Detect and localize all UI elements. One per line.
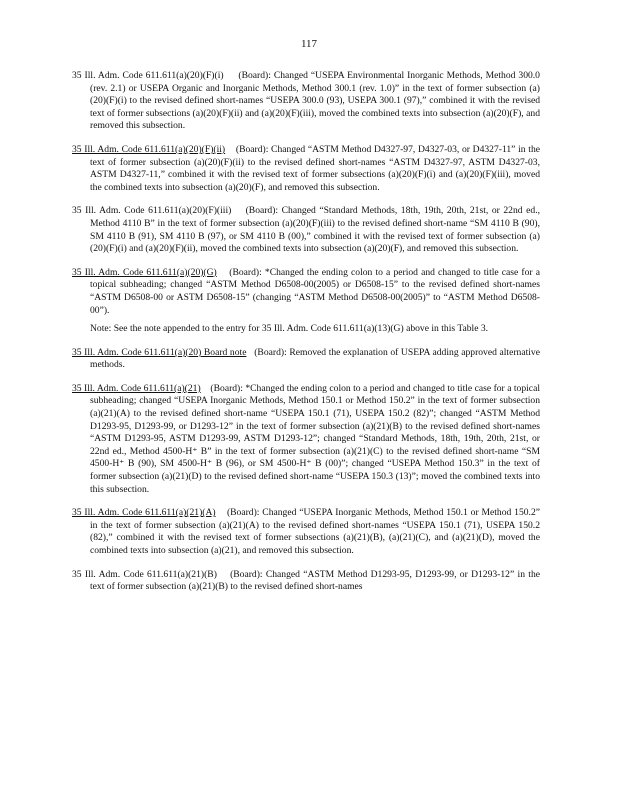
- entry-text: (Board): *Changed the ending colon to a period and changed to title case for a topical subheading; changed “ASTM Method D6508-00(2005) or D6508-15” to the revised defined short-names “ASTM D6508-00 or ASTM D6508-15” (changing “ASTM Method D6508-00(2005)” to “ASTM Method D6508-00”).: [90, 266, 540, 316]
- entry-text: (Board): Changed “Standard Methods, 18th, 19th, 20th, 21st, or 22nd ed., Method 4110 B” in the text of former subsection (a)(20)(F)(iii) to the revised defined short-name “SM 4110 B (90), SM 4110 B (91), SM 4110 B (97), or SM 4110 B (00),” combined it with the revised text of former subsection (a)(20)(F)(i) and (a)(20)(F)(ii), moved the combined texts into subsection (a)(20)(F), and removed this subsection.: [90, 205, 540, 255]
- entry-citation: 35 Ill. Adm. Code 611.611(a)(21): [72, 382, 201, 394]
- entry-text: (Board): Changed “ASTM Method D4327-97, D4327-03, or D4327-11” in the text of former subsection (a)(20)(F)(ii) to the revised defined short-names “ASTM D4327-97, ASTM D4327-03, ASTM D4327-11,” combined it with the revised text of former subsections (a)(20)(F)(i) and (a)(20)(F)(iii), moved the combined texts into subsection (a)(20)(F), and removed this subsection.: [90, 143, 540, 193]
- table-entry: [72, 267, 540, 336]
- table-entry: [72, 507, 540, 557]
- entry-citation: 35 Ill. Adm. Code 611.611(a)(20) Board note: [72, 346, 247, 358]
- entry-text: (Board): Changed “ASTM Method D1293-95, D1293-99, or D1293-12” in the text of former subsection (a)(21)(B) to the revised defined short-names: [90, 568, 541, 593]
- entry-citation: 35 Ill. Adm. Code 611.611(a)(20)(F)(i): [72, 70, 224, 81]
- page-number: 117: [300, 38, 318, 50]
- entry-text: (Board): Changed “USEPA Inorganic Methods, Method 150.1 or Method 150.2” in the text of former subsection (a)(21)(A) to the revised defined short-names “USEPA 150.1 (71), USEPA 150.2 (82),” combined it with the revised text of former subsections (a)(21)(B), (a)(21)(C), and (a)(21)(D), moved the combined texts into subsection (a)(21), and removed this subsection.: [90, 507, 540, 556]
- entry-citation: 35 Ill. Adm. Code 611.611(a)(20)(F)(iii): [72, 205, 232, 217]
- table-entry: [72, 383, 540, 496]
- entry-citation: 35 Ill. Adm. Code 611.611(a)(21)(A): [72, 507, 216, 519]
- table-entries: [72, 70, 540, 594]
- table-entry: [72, 70, 540, 133]
- entry-text: (Board): Changed “USEPA Environmental Inorganic Methods, Method 300.0 (rev. 2.1) or USEPA Organic and Inorganic Methods, Method 300.1 (rev. 1.0)” in the text of former subsection (a)(20)(F)(i) to the revised defined short-names “USEPA 300.0 (93), USEPA 300.1 (97),” combined it with the revised text of former subsections (a)(20)(F)(ii) and (a)(20)(F)(iii), moved the combined texts into subsection (a)(20)(F), and removed this subsection.: [90, 70, 540, 132]
- table-entry: [72, 569, 540, 594]
- table-entry: [72, 205, 540, 255]
- entry-citation: 35 Ill. Adm. Code 611.611(a)(20)(G): [72, 266, 217, 278]
- entry-text: (Board): *Changed the ending colon to a period and changed to title case for a topical subheading; changed “USEPA Inorganic Methods, Method 150.1 or Method 150.2” in the text of former subsection (a)(21)(A) to the revised defined short-name “USEPA 150.1 (71), USEPA 150.2 (82)”; changed “ASTM Method D1293-95, D1293-99, or D1293-12” in the text of former subsection (a)(21)(B) to the revised defined short-names “ASTM D1293-95, ASTM D1293-99, ASTM D1293-12”; changed “Standard Methods, 18th, 19th, 20th, 21st, or 22nd ed., Method 4500-H⁺ B” in the text of former subsection (a)(21)(C) to the revised defined short-name “SM 4500-H⁺ B (90), SM 4500-H⁺ B (96), or SM 4500-H⁺ B (00)”; changed “USEPA Method 150.3” in the text of former subsection (a)(21)(D) to the revised defined short-name “USEPA 150.3 (13)”; moved the combined texts into this subsection.: [90, 382, 540, 495]
- entry-text: (Board): Removed the explanation of USEPA adding approved alternative methods.: [90, 346, 540, 371]
- table-entry: [72, 347, 540, 372]
- entry-citation: 35 Ill. Adm. Code 611.611(a)(20)(F)(ii): [72, 143, 226, 155]
- entry-citation: 35 Ill. Adm. Code 611.611(a)(21)(B): [72, 568, 217, 580]
- table-entry: [72, 144, 540, 194]
- entry-note: Note: See the note appended to the entry for 35 Ill. Adm. Code 611.611(a)(13)(G) above in this Table 3.: [90, 323, 489, 335]
